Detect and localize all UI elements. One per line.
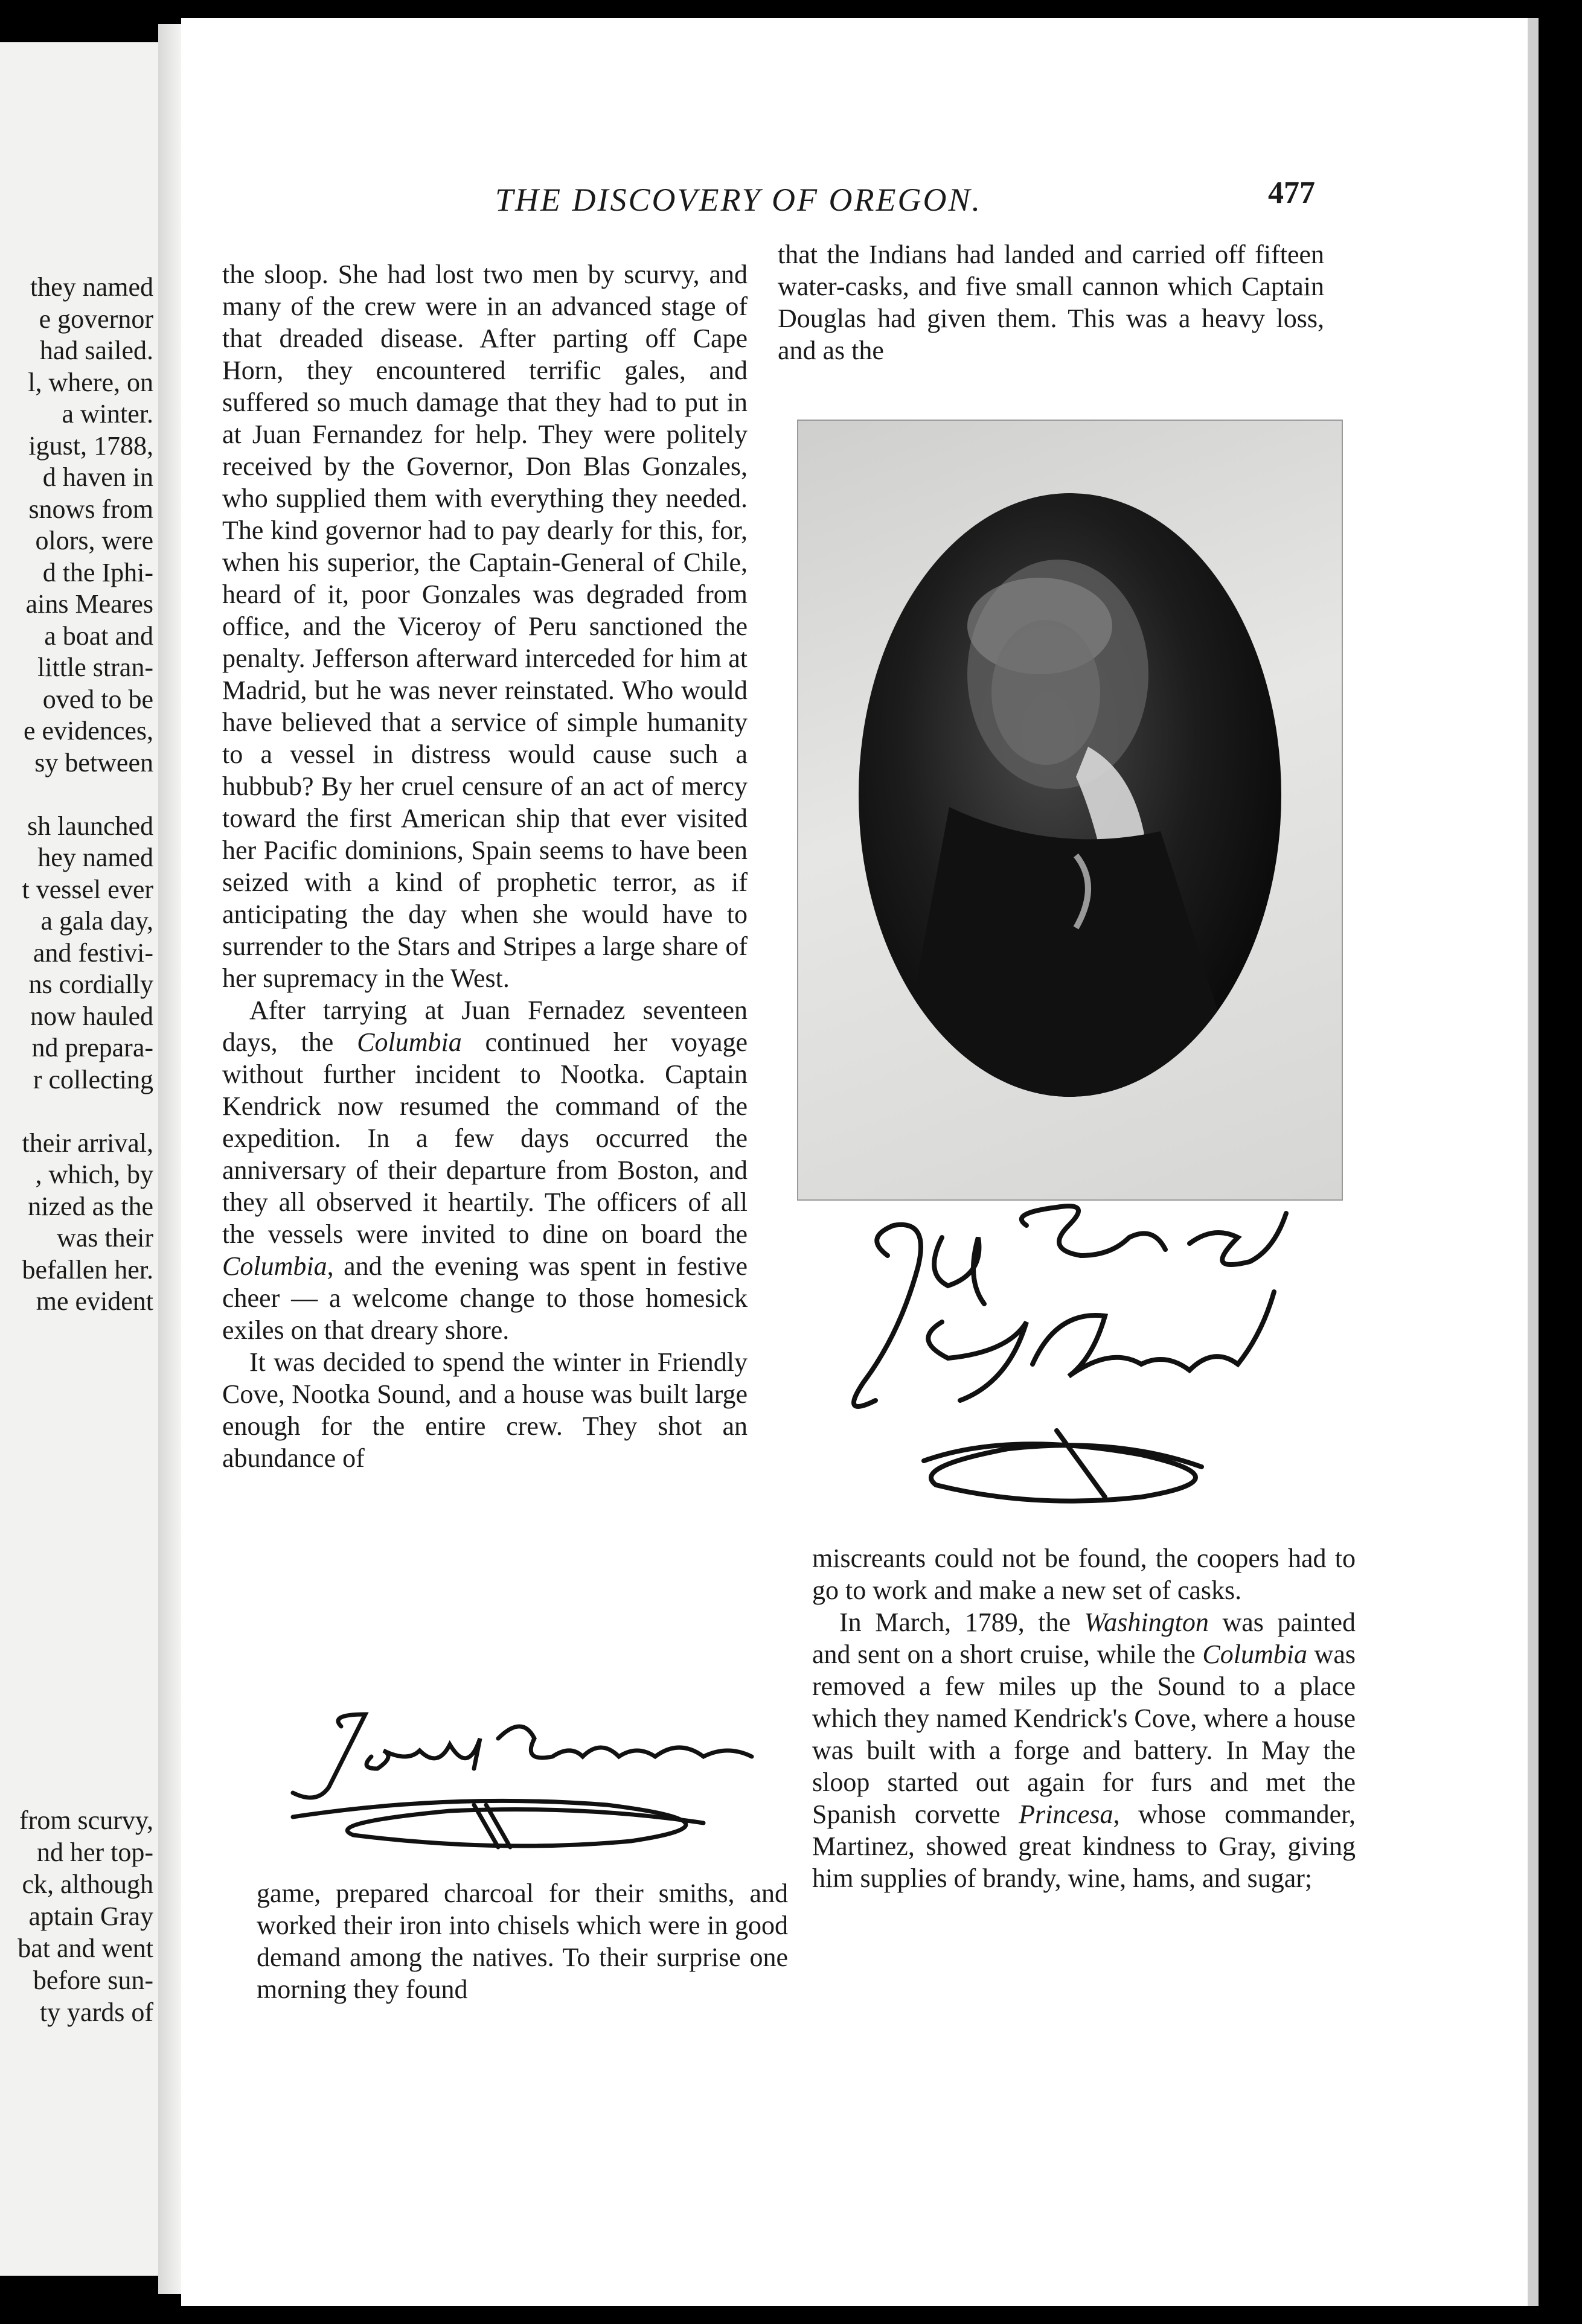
previous-page-line: aptain Gray [28,1901,153,1931]
left-column-bottom [257,1877,788,2005]
ship-name: Washington [1084,1607,1209,1637]
ship-name: Columbia [222,1251,327,1281]
previous-page-line: e evidences, [24,716,153,745]
previous-page-line: d the Iphi- [42,557,153,587]
ship-name: Columbia [357,1027,462,1057]
previous-page-line: nd her top- [36,1837,153,1867]
previous-page-line: from scurvy, [19,1805,153,1835]
paragraph: that the Indians had landed and carried off fifteen water-casks, and five small cannon which Captain Douglas had given them. This was a heavy loss, and as the [778,240,1324,365]
previous-page-line: ains Meares [25,589,153,619]
previous-page-line: t vessel ever [22,874,153,904]
previous-page-line: hey named [37,843,153,872]
previous-page-line: and festivi- [33,937,153,968]
running-head: THE DISCOVERY OF OREGON. [495,182,982,218]
previous-page-line: little stran- [37,653,153,682]
left-column-top [222,258,748,1474]
paragraph: miscreants could not be found, the coopers had to go to work and make a new set of casks. [812,1543,1356,1605]
previous-page-line: was their [56,1223,153,1253]
portrait-oval [859,493,1281,1097]
paragraph: It was decided to spend the winter in Friendly Cove, Nootka Sound, and a house was built large enough for the entire crew. They shot an abundance of [222,1347,748,1473]
portrait-figure-icon [859,493,1281,1097]
previous-page-line: ty yards of [39,1997,153,2027]
previous-page-line: igust, 1788, [28,430,153,461]
previous-page-line: bat and went [18,1933,153,1963]
previous-page-line: snows from [28,494,153,524]
ship-name: Columbia [1202,1639,1307,1669]
previous-page-line: nized as the [28,1191,153,1221]
previous-page-line: a gala day, [40,906,153,936]
previous-page-line: a boat and [44,621,153,651]
paragraph: After tarrying at Juan Fernadez seventeen days, the Columbia continued her voyage without further incident to Nootka. Captain Kendrick now resumed the command of the expedition. In a few days occurred the anniversary of their departure from Boston, and they all observed it heartily. The officers of all the vessels were invited to dine on board the Columbia, and the evening was spent in festive cheer — a welcome change to those homesick exiles on that dreary shore. [222,995,748,1345]
previous-page-line: l, where, on [28,367,153,397]
previous-page-line: ck, although [22,1869,153,1899]
handwritten-signature-barrell-icon [827,1201,1347,1515]
right-column-top [778,238,1324,366]
portrait-engraving [797,420,1343,1201]
previous-page-line: now hauled [30,1001,153,1031]
paragraph: the sloop. She had lost two men by scurvy, and many of the crew were in an advanced stage of that dreaded disease. After parting off Cape Horn, they encountered terrific gales, and suffered so much damage that they had to put in at Juan Fernandez for help. They were politely received by the Governor, Don Blas Gonzales, who supplied them with everything they needed. The kind governor had to pay dearly for this, for, when his superior, the Captain-General of Chile, heard of it, poor Gonzales was degraded from office, and the Viceroy of Peru sanctioned the penalty. Jefferson afterward interceded for him at Madrid, but he was never reinstated. Who would have believed that a service of simple humanity to a vessel in distress would cause such a hubbub? By her cruel censure of an act of mercy toward the first American ship that ever visited her Pacific dominions, Spain seems to have been seized with a kind of prophetic terror, as if anticipating the day when she would have to surrender to the Stars and Stripes a large share of her supremacy in the West. [222,260,748,993]
previous-page-line: oved to be [42,684,153,714]
previous-page-line: ns cordially [28,969,153,999]
handwritten-signature-ingraham-icon [269,1702,812,1859]
previous-page-line: sy between [34,747,153,777]
page-edge [1528,18,1539,2306]
previous-page-line: sh launched [27,811,153,841]
previous-page-line: d haven in [42,462,153,492]
previous-page-line: a winter. [62,399,153,429]
previous-page-line: they named [30,272,153,302]
previous-page-line: , which, by [35,1160,153,1189]
previous-page-line: befallen her. [22,1254,153,1285]
previous-page-line: nd prepara- [31,1033,153,1062]
paragraph: game, prepared charcoal for their smiths, and worked their iron into chisels which were in good demand among the natives. To their surprise one morning they found [257,1879,788,2004]
previous-page-line: e governor [39,304,153,334]
right-column-bottom [812,1542,1356,1894]
paragraph: In March, 1789, the Washington was painted and sent on a short cruise, while the Columbia was removed a few miles up the Sound to a place which they named Kendrick's Cove, where a house was built with a forge and battery. In May the sloop started out again for furs and met the Spanish corvette Princesa, whose commander, Martinez, showed great kindness to Gray, giving him supplies of brandy, wine, hams, and sugar; [812,1607,1356,1893]
ship-name: Princesa [1019,1799,1113,1829]
previous-page-line: r collecting [33,1064,153,1094]
page-number: 477 [1268,176,1315,210]
previous-page-line: me evident [36,1286,153,1316]
previous-page-line: olors, were [35,526,153,555]
previous-page-line: had sailed. [39,336,153,365]
previous-page-line: before sun- [33,1965,153,1995]
previous-page-fragment [0,42,158,2276]
previous-page-line: their arrival, [22,1128,153,1158]
